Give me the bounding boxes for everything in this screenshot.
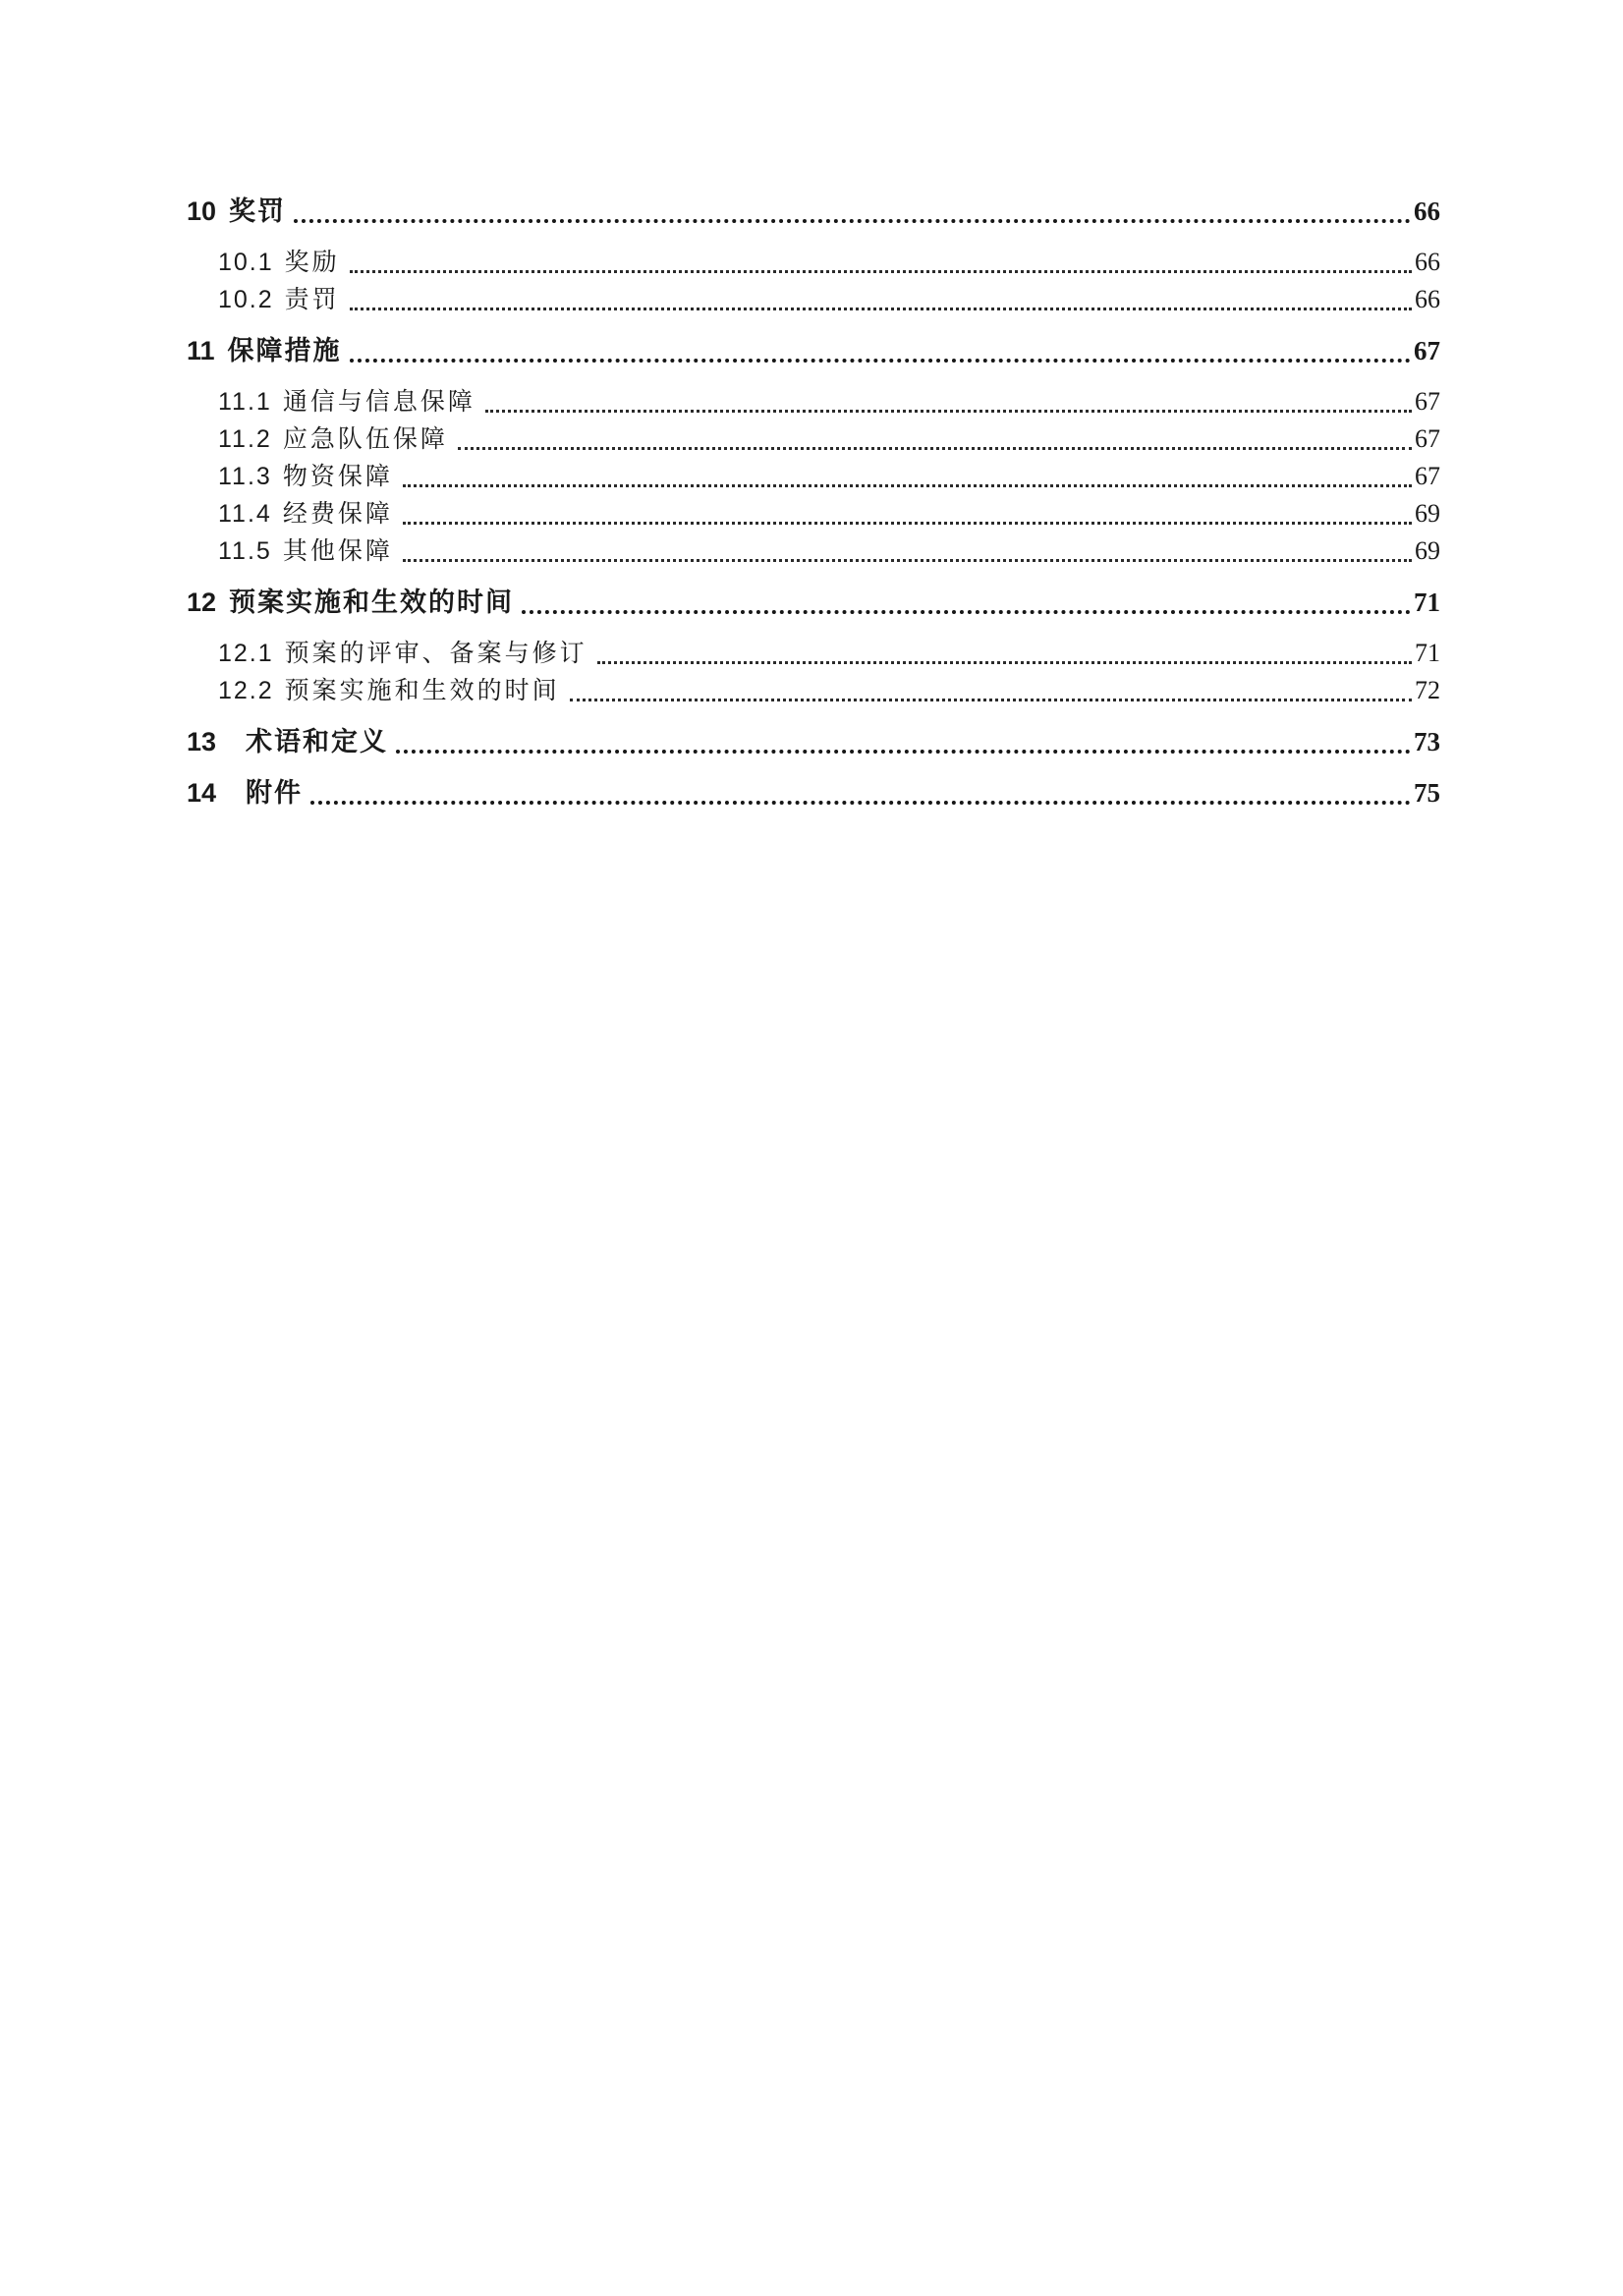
toc-entry: [187, 458, 1440, 495]
toc-entry-page: 66: [1415, 285, 1440, 313]
dot-leader: [310, 801, 1411, 805]
dot-leader: [522, 610, 1411, 614]
toc-entry-number: 11.4: [218, 500, 272, 528]
dot-leader: [597, 661, 1412, 664]
toc-entry-number: 13: [187, 727, 217, 756]
toc-entry-page: 73: [1414, 727, 1440, 756]
toc-entry-title: 附件: [246, 778, 304, 808]
dot-leader: [403, 522, 1412, 525]
toc-entry: [187, 383, 1440, 420]
toc-entry-number: 14: [187, 778, 217, 808]
toc-entry-title: 预案的评审、备案与修订: [284, 640, 588, 667]
toc-entry-number: 10: [187, 196, 217, 226]
toc-entry: [187, 723, 1440, 760]
table-of-contents: [187, 193, 1440, 825]
toc-entry-number: 11.2: [218, 425, 272, 453]
toc-entry-page: 69: [1415, 499, 1440, 528]
toc-entry-page: 75: [1414, 778, 1440, 808]
toc-entry-title: 预案实施和生效的时间: [229, 588, 515, 617]
toc-entry-number: 12.1: [218, 640, 274, 667]
toc-entry-number: 10.1: [218, 249, 274, 276]
toc-entry: [187, 774, 1440, 812]
toc-entry-title: 物资保障: [282, 463, 393, 490]
toc-entry-title: 责罚: [284, 286, 340, 313]
toc-entry-page: 66: [1414, 196, 1440, 226]
toc-entry-number: 11.5: [218, 537, 272, 565]
toc-entry-number: 11: [187, 336, 215, 365]
toc-entry-page: 67: [1415, 387, 1440, 416]
toc-entry-number: 11.3: [218, 463, 272, 490]
toc-entry-title: 经费保障: [282, 500, 393, 528]
toc-entry-number: 12.2: [218, 677, 274, 704]
toc-entry: [187, 332, 1440, 369]
dot-leader: [403, 559, 1412, 562]
toc-entry-title: 通信与信息保障: [282, 388, 476, 416]
toc-entry-title: 其他保障: [282, 537, 393, 565]
toc-entry: [187, 584, 1440, 621]
toc-entry-page: 71: [1415, 639, 1440, 667]
toc-entry-page: 71: [1414, 588, 1440, 617]
toc-entry-number: 10.2: [218, 286, 274, 313]
dot-leader: [485, 410, 1412, 413]
dot-leader: [403, 484, 1412, 487]
dot-leader: [350, 270, 1412, 273]
dot-leader: [570, 699, 1412, 701]
toc-entry: [187, 495, 1440, 532]
toc-entry-page: 72: [1415, 676, 1440, 704]
dot-leader: [396, 750, 1411, 754]
toc-entry: [187, 244, 1440, 281]
dot-leader: [458, 447, 1412, 450]
toc-entry: [187, 532, 1440, 570]
toc-entry-title: 奖罚: [229, 196, 287, 226]
toc-entry-title: 应急队伍保障: [282, 425, 448, 453]
toc-entry-title: 保障措施: [227, 336, 342, 365]
toc-entry-page: 69: [1415, 536, 1440, 565]
dot-leader: [350, 359, 1411, 363]
toc-entry-number: 11.1: [218, 388, 272, 416]
toc-entry-title: 奖励: [284, 249, 340, 276]
dot-leader: [294, 219, 1411, 223]
toc-entry-page: 67: [1415, 462, 1440, 490]
toc-entry-page: 67: [1415, 424, 1440, 453]
toc-entry: [187, 635, 1440, 672]
toc-entry: [187, 193, 1440, 230]
toc-entry-title: 术语和定义: [246, 727, 389, 756]
toc-entry-title: 预案实施和生效的时间: [284, 677, 560, 704]
toc-entry-number: 12: [187, 588, 217, 617]
toc-entry: [187, 672, 1440, 709]
toc-entry: [187, 420, 1440, 458]
dot-leader: [350, 308, 1412, 310]
toc-entry: [187, 281, 1440, 318]
toc-entry-page: 67: [1414, 336, 1440, 365]
toc-entry-page: 66: [1415, 248, 1440, 276]
